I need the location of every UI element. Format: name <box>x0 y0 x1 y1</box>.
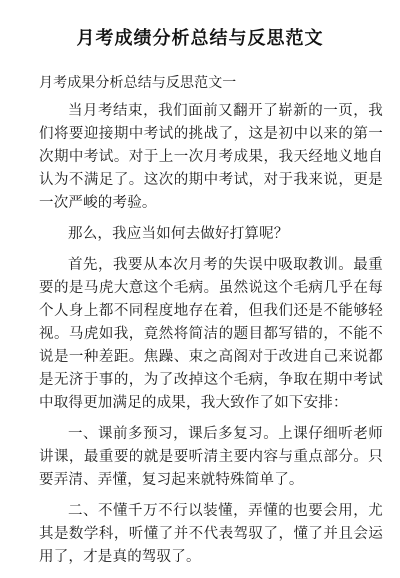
paragraph: 一、课前多预习，课后多复习。上课仔细听老师讲课，最重要的就是要听清主要内容与重点部分。只要弄清、弄懂，复习起来就特殊简单了。 <box>39 426 383 488</box>
document-title: 月考成绩分析总结与反思范文 <box>76 28 324 49</box>
paragraph: 那么，我应当如何去做好打算呢？ <box>68 226 289 242</box>
document-subtitle: 月考成果分析总结与反思范文一 <box>39 75 237 91</box>
paragraph: 二、不懂千万不行以装懂，弄懂的也要会用，尤其是数学科，听懂了并不代表驾驭了，懂了并且会运用了，才是真的驾驭了。 <box>39 503 383 565</box>
paragraph: 首先，我要从本次月考的失误中吸取教训。最重要的是马虎大意这个毛病。虽然说这个毛病几乎在每个人身上都不同程度地存在着，但我们还是不能够轻视。马虎如我，竟然将简洁的题目都写错的，不能不说是一种差距。焦躁、束之高阁对于改进自己来说都是无济于事的，为了改掉这个毛病，争取在期中考试中取得更加满足的成果，我大致作了如下安排： <box>39 257 383 411</box>
paragraph: 当月考结束，我们面前又翻开了崭新的一页，我们将要迎接期中考试的挑战了，这是初中以来的第一次期中考试。对于上一次月考成果，我天经地义地自认为不满足了。这次的期中考试，对于我来说，更是一次严峻的考验。 <box>39 103 383 211</box>
document-body <box>39 72 383 577</box>
